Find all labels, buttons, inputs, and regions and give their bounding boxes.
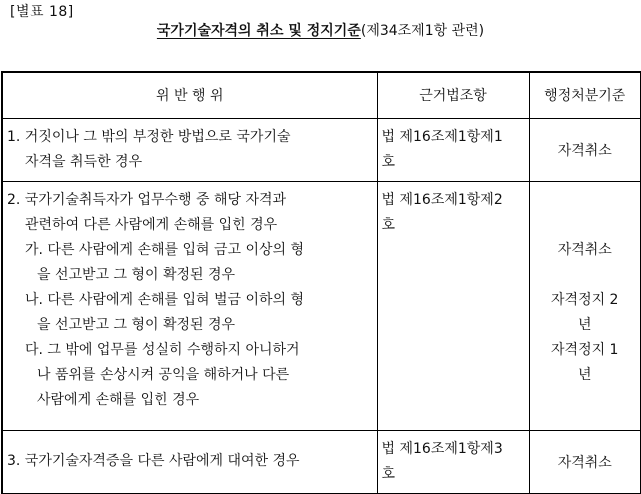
sub-item-line: 나. 다른 사람에게 손해를 입혀 벌금 이하의 형 (25, 291, 305, 308)
basis-cell (377, 181, 529, 430)
sub-item-penalty: 자격정지 2 (551, 291, 619, 308)
sub-item-line: 을 선고받고 그 형이 확정된 경우 (37, 266, 236, 283)
header-basis: 근거법조항 (377, 72, 529, 118)
sub-item-penalty: 년 (577, 366, 592, 383)
violation-line: 2. 국가기술취득자가 업무수행 중 해당 자격과 (7, 191, 287, 208)
basis-line: 법 제16조제1항제3 (381, 440, 503, 457)
sub-item-line: 나 품위를 손상시켜 공익을 해하거나 다른 (37, 366, 290, 383)
table-row (2, 430, 641, 493)
sub-item-line: 가. 다른 사람에게 손해를 입혀 금고 이상의 형 (25, 241, 305, 258)
violation-line: 3. 국가기술자격증을 다른 사람에게 대여한 경우 (7, 453, 300, 470)
basis-line: 법 제16조제1항제1 (381, 128, 503, 145)
basis-line: 법 제16조제1항제2 (381, 191, 503, 208)
basis-cell (377, 430, 529, 493)
penalty-cell (529, 181, 641, 430)
title-main: 국가기술자격의 취소 및 정지기준 (156, 23, 361, 39)
sub-item-penalty: 년 (577, 316, 592, 333)
title-sub: (제34조제1항 관련) (360, 23, 485, 39)
basis-line: 호 (381, 216, 396, 233)
violation-line: 자격을 취득한 경우 (25, 153, 143, 170)
sub-item-line: 다. 그 밖에 업무를 성실히 수행하지 아니하거 (25, 341, 300, 358)
penalty-cell: 자격취소 (529, 118, 641, 181)
document-title (0, 20, 641, 40)
sub-item-line: 을 선고받고 그 형이 확정된 경우 (37, 316, 236, 333)
header-penalty: 행정처분기준 (529, 72, 641, 118)
table-row (2, 181, 641, 430)
penalty-criteria-table (1, 71, 641, 494)
basis-line: 호 (381, 465, 396, 482)
sub-item-penalty: 자격취소 (557, 241, 612, 258)
violation-cell (2, 118, 377, 181)
basis-line: 호 (381, 153, 396, 170)
sub-item-penalty: 자격정지 1 (551, 341, 619, 358)
basis-cell (377, 118, 529, 181)
violation-line: 1. 거짓이나 그 밖의 부정한 방법으로 국가기술 (7, 128, 291, 145)
annex-label: [별표 18] (10, 4, 74, 20)
violation-cell (2, 430, 377, 493)
table-header-row (2, 72, 641, 118)
penalty-cell: 자격취소 (529, 430, 641, 493)
violation-cell (2, 181, 377, 430)
violation-line: 관련하여 다른 사람에게 손해를 입힌 경우 (25, 216, 278, 233)
sub-item-line: 사람에게 손해를 입힌 경우 (37, 391, 200, 408)
header-violation: 위 반 행 위 (2, 72, 377, 118)
table-row (2, 118, 641, 181)
